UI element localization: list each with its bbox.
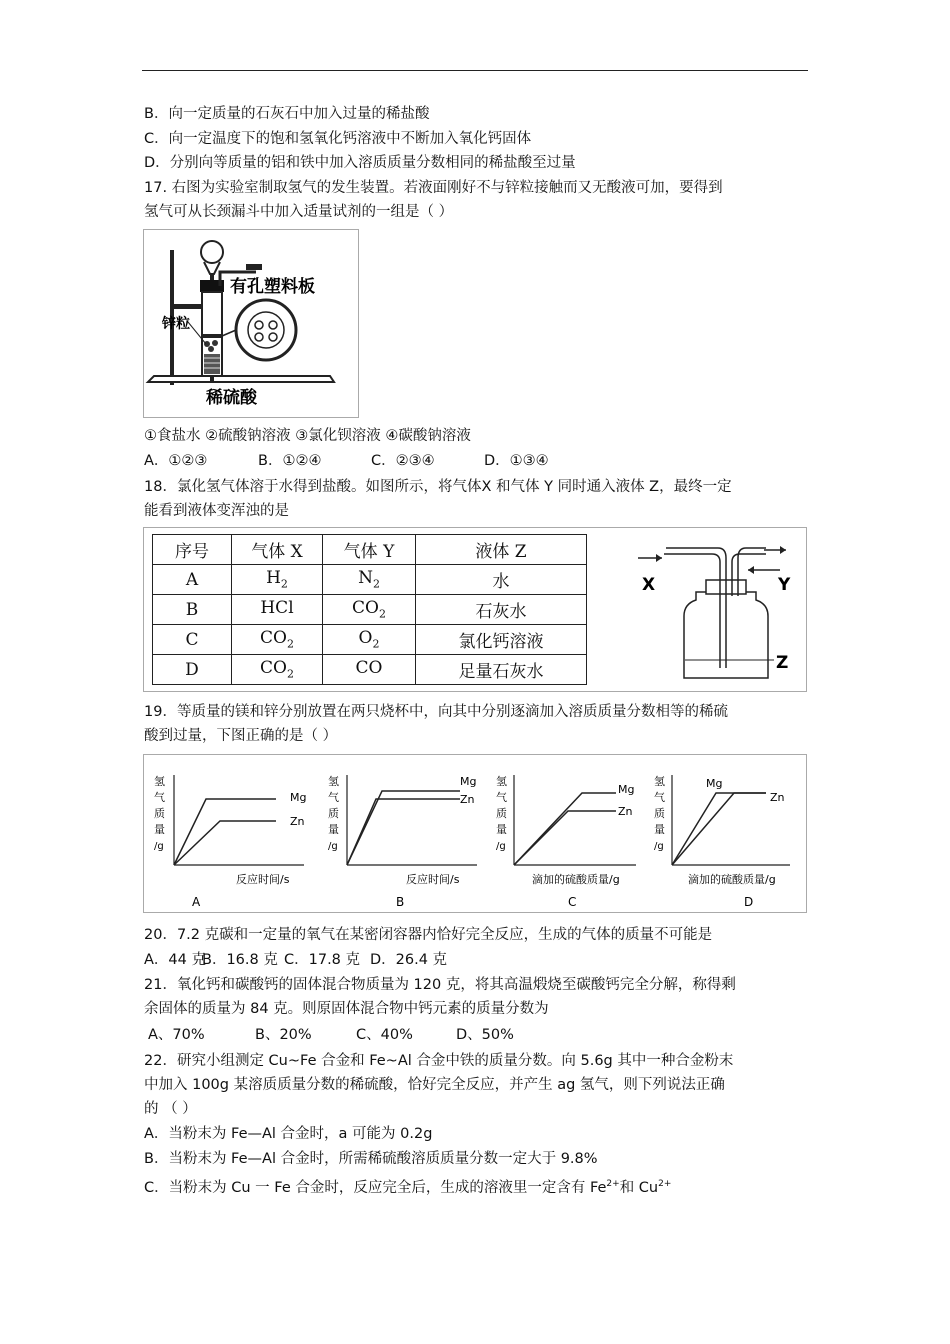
table-cell-gas-y: CO <box>323 655 416 685</box>
label-perforated-plate: 有孔塑料板 <box>230 277 315 297</box>
q20-option-a: A．44 克 <box>144 952 206 968</box>
table-cell-gas-y: $O_2$ <box>323 625 416 655</box>
table-header: 序号 <box>153 535 232 565</box>
svg-text:氢: 氢 <box>328 775 339 788</box>
table-cell-gas-x: $H_2$ <box>232 565 323 595</box>
zn-curve <box>514 811 616 865</box>
q17-stem-line1: 17. 右图为实验室制取氢气的发生装置。若液面刚好不与锌粒接触而又无酸液可加，要得到 <box>144 180 723 196</box>
svg-text:/g: /g <box>496 841 506 852</box>
q19-graphs-figure <box>143 754 807 913</box>
q20-option-b: B．16.8 克 <box>202 952 278 968</box>
q21-option-d: D、50% <box>456 1027 514 1043</box>
label-zn: Zn <box>770 791 785 804</box>
svg-text:气: 气 <box>154 791 165 804</box>
x-axis-label: 滴加的硫酸质量/g <box>532 873 620 886</box>
q20-option-c: C．17.8 克 <box>284 952 361 968</box>
q17-items: ①食盐水 ②硫酸钠溶液 ③氯化钡溶液 ④碳酸钠溶液 <box>144 428 471 444</box>
svg-text:质: 质 <box>328 807 339 820</box>
table-header: 气体 X <box>232 535 323 565</box>
svg-text:/g: /g <box>328 841 338 852</box>
graph-letter: C <box>568 895 577 909</box>
q17-option-b: B．①②④ <box>258 453 322 469</box>
mg-curve <box>174 799 276 865</box>
x-axis-label: 反应时间/s <box>406 873 460 886</box>
svg-text:气: 气 <box>496 791 507 804</box>
q20-stem: 20．7.2 克碳和一定量的氧气在某密闭容器内恰好完全反应，生成的气体的质量不可能是 <box>144 927 713 943</box>
svg-text:量: 量 <box>328 823 339 836</box>
table-row <box>153 655 587 685</box>
q17-options <box>144 451 549 471</box>
graph-c <box>496 774 636 909</box>
graph-a <box>154 774 306 909</box>
svg-text:氢: 氢 <box>154 775 165 788</box>
svg-text:/g: /g <box>154 841 164 852</box>
table-row <box>153 625 587 655</box>
table-cell-liquid-z: 足量石灰水 <box>416 655 587 685</box>
mg-curve <box>514 793 616 865</box>
label-mg: Mg <box>290 791 307 804</box>
q17-option-d: D．①③④ <box>484 453 549 469</box>
q22-stem-line3: 的 （ ） <box>144 1101 197 1117</box>
table-cell-gas-y: $N_2$ <box>323 565 416 595</box>
graph-d <box>654 774 790 909</box>
table-header-row <box>153 535 587 565</box>
q21-option-c: C、40% <box>356 1027 413 1043</box>
q18-stem-line2: 能看到液体变浑浊的是 <box>144 503 289 519</box>
table-cell-gas-x: $CO_2$ <box>232 655 323 685</box>
label-liquid-z: Z <box>776 653 789 673</box>
q22-option-b: B．当粉末为 Fe—Al 合金时，所需稀硫酸溶质质量分数一定大于 9.8% <box>144 1151 598 1167</box>
svg-text:质: 质 <box>496 807 507 820</box>
table-row <box>153 565 587 595</box>
gas-washing-bottle-diagram <box>636 536 804 686</box>
label-zn: Zn <box>290 815 305 828</box>
label-gas-x: X <box>642 575 656 595</box>
label-mg: Mg <box>460 775 477 788</box>
label-mg: Mg <box>706 777 723 790</box>
svg-text:/g: /g <box>654 841 664 852</box>
svg-text:氢: 氢 <box>496 775 507 788</box>
q18-stem-line1: 18．氯化氢气体溶于水得到盐酸。如图所示，将气体X 和气体 Y 同时通入液体 Z，最终一定 <box>144 479 732 495</box>
table-row <box>153 595 587 625</box>
q16-option-c: C．向一定温度下的饱和氢氧化钙溶液中不断加入氧化钙固体 <box>144 131 532 147</box>
q16-option-b: B．向一定质量的石灰石中加入过量的稀盐酸 <box>144 106 430 122</box>
svg-text:量: 量 <box>496 823 507 836</box>
q22-option-c: C．当粉末为 Cu 一 Fe 合金时，反应完全后，生成的溶液里一定含有 $Fe^{2+}$和 $Cu^{2+}$ <box>144 1179 672 1196</box>
q19-stem-line2: 酸到过量，下图正确的是（ ） <box>144 728 338 744</box>
q21-stem-line2: 余固体的质量为 84 克。则原固体混合物中钙元素的质量分数为 <box>144 1001 549 1017</box>
mg-curve <box>672 793 766 865</box>
label-zn: Zn <box>618 805 633 818</box>
q18-figure <box>143 527 807 692</box>
svg-text:量: 量 <box>654 823 665 836</box>
graph-letter: B <box>396 895 405 909</box>
svg-text:质: 质 <box>154 807 165 820</box>
q17-option-a: A．①②③ <box>144 453 208 469</box>
svg-text:氢: 氢 <box>654 775 665 788</box>
graph-b <box>328 774 477 909</box>
graph-letter: D <box>744 895 754 909</box>
q16-option-d: D．分别向等质量的铝和铁中加入溶质质量分数相同的稀盐酸至过量 <box>144 155 576 171</box>
table-cell-gas-x: $CO_2$ <box>232 625 323 655</box>
svg-text:质: 质 <box>654 807 665 820</box>
zn-curve <box>347 799 460 865</box>
table-cell-liquid-z: 氯化钙溶液 <box>416 625 587 655</box>
q17-apparatus-figure <box>143 229 359 418</box>
q22-stem-line2: 中加入 100g 某溶质质量分数的稀硫酸，恰好完全反应，并产生 ag 氢气，则下列说法正确 <box>144 1077 725 1093</box>
table-cell-id: C <box>153 625 232 655</box>
table-cell-liquid-z: 水 <box>416 565 587 595</box>
zn-curve <box>672 793 766 865</box>
table-cell-id: B <box>153 595 232 625</box>
table-cell-liquid-z: 石灰水 <box>416 595 587 625</box>
q22-option-a: A．当粉末为 Fe—Al 合金时，a 可能为 0.2g <box>144 1126 433 1142</box>
label-gas-y: Y <box>778 575 791 595</box>
q21-option-b: B、20% <box>255 1027 312 1043</box>
table-cell-id: A <box>153 565 232 595</box>
q17-option-c: C．②③④ <box>371 453 435 469</box>
q22-stem-line1: 22．研究小组测定 Cu~Fe 合金和 Fe~Al 合金中铁的质量分数。向 5.6g 其中一种合金粉末 <box>144 1053 734 1069</box>
q20-options <box>144 950 447 970</box>
q20-option-d: D．26.4 克 <box>370 952 448 968</box>
q21-stem-line1: 21．氧化钙和碳酸钙的固体混合物质量为 120 克，将其高温煅烧至碳酸钙完全分解，称得剩 <box>144 977 736 993</box>
svg-text:气: 气 <box>654 791 665 804</box>
table-cell-gas-y: $CO_2$ <box>323 595 416 625</box>
table-cell-gas-x: HCl <box>232 595 323 625</box>
hydrogen-generator-diagram <box>144 230 358 417</box>
q19-graphs-svg <box>144 755 806 912</box>
label-zinc: 锌粒 <box>162 316 190 332</box>
label-dilute-acid: 稀硫酸 <box>206 388 257 408</box>
x-axis-label: 反应时间/s <box>236 873 290 886</box>
q21-options <box>148 1025 514 1045</box>
svg-text:量: 量 <box>154 823 165 836</box>
q21-option-a: A、70% <box>148 1027 205 1043</box>
q18-gas-table <box>152 534 587 685</box>
x-axis-label: 滴加的硫酸质量/g <box>688 873 776 886</box>
q17-stem-line2: 氢气可从长颈漏斗中加入适量试剂的一组是（ ） <box>144 204 454 220</box>
label-zn: Zn <box>460 793 475 806</box>
label-mg: Mg <box>618 783 635 796</box>
table-header: 气体 Y <box>323 535 416 565</box>
q19-stem-line1: 19．等质量的镁和锌分别放置在两只烧杯中，向其中分别逐滴加入溶质质量分数相等的稀硫 <box>144 704 728 720</box>
zn-curve <box>174 821 276 865</box>
table-cell-id: D <box>153 655 232 685</box>
table-header: 液体 Z <box>416 535 587 565</box>
graph-letter: A <box>192 895 201 909</box>
svg-text:气: 气 <box>328 791 339 804</box>
header-rule <box>142 70 808 71</box>
